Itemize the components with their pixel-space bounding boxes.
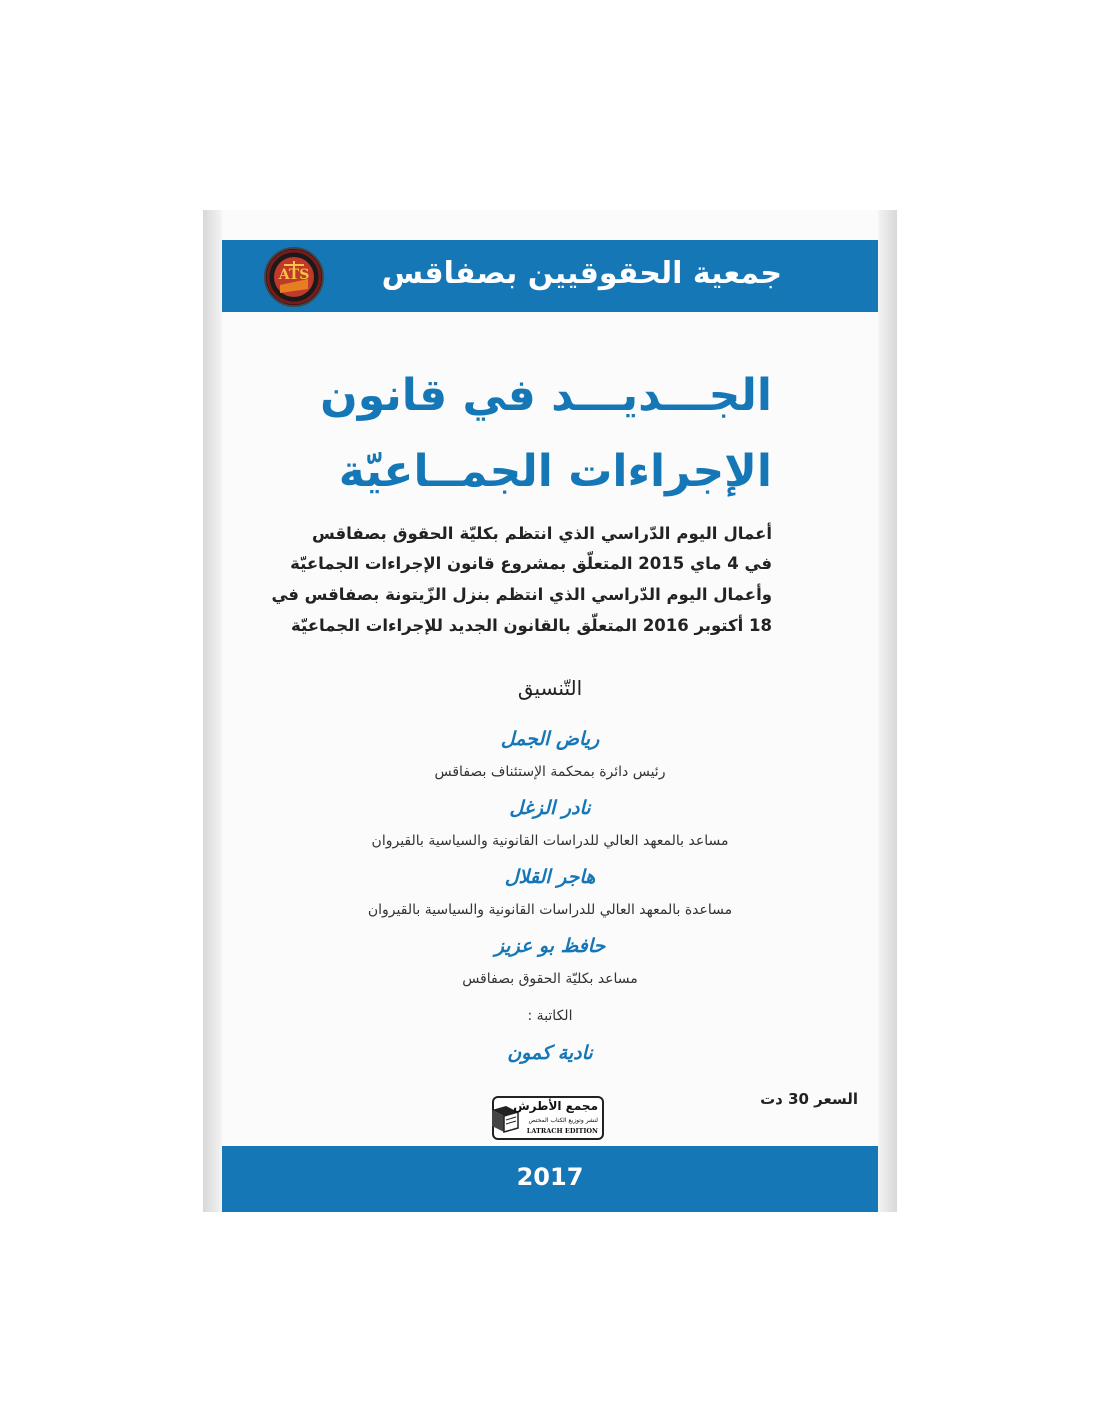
coordinator-role: مساعد بالمعهد العالي للدراسات القانونية والسياسية بالقيروان [371,833,729,849]
book-title-line1: الجـــديـــد في قانون [320,370,772,421]
coordinator-role: رئيس دائرة بمحكمة الإستئناف بصفاقس [434,764,666,780]
description-line: أعمال اليوم الدّراسي الذي انتظم بكليّة الحقوق بصفاقس [312,524,772,543]
price-label: السعر 30 دت [760,1090,858,1108]
top-banner [222,240,878,312]
publisher-name-arabic: مجمع الأطرش [513,1099,598,1113]
clerk-label: الكاتبة : [527,1008,573,1024]
coordinator-role: مساعدة بالمعهد العالي للدراسات القانونية والسياسية بالقيروان [367,902,733,918]
publication-year: 2017 [516,1163,584,1191]
coordinator-role: مساعد بكليّة الحقوق بصفاقس [462,971,638,987]
book-title-line2: الإجراءات الجمــاعيّة [338,446,772,497]
clerk-name: نادية كمون [507,1042,593,1064]
description-line: في 4 ماي 2015 المتعلّق بمشروع قانون الإجراءات الجماعيّة [290,554,772,573]
publisher-association: جمعية الحقوقيين بصفاقس [381,256,782,291]
description-line: وأعمال اليوم الدّراسي الذي انتظم بنزل الزّيتونة بصفاقس في [271,585,772,604]
publisher-logo [492,1096,604,1140]
ats-logo-text: ATS [278,267,310,283]
coordinator-name: نادر الزغل [509,797,591,819]
coordinator-name: هاجر القلال [504,866,596,888]
publisher-tagline: لنشر وتوزيع الكتاب المختص [528,1117,598,1124]
book-cover [222,210,878,1212]
coordination-label: التّنسيق [517,676,583,700]
bottom-banner [222,1146,878,1212]
coordinator-name: حافظ بو عزيز [494,935,606,957]
publisher-name-english: LATRACH EDITION [526,1127,598,1135]
coordinator-name: رياض الجمل [500,728,600,750]
description-line: 18 أكتوبر 2016 المتعلّق بالقانون الجديد للإجراءات الجماعيّة [291,616,772,635]
ats-logo-icon [264,247,324,307]
